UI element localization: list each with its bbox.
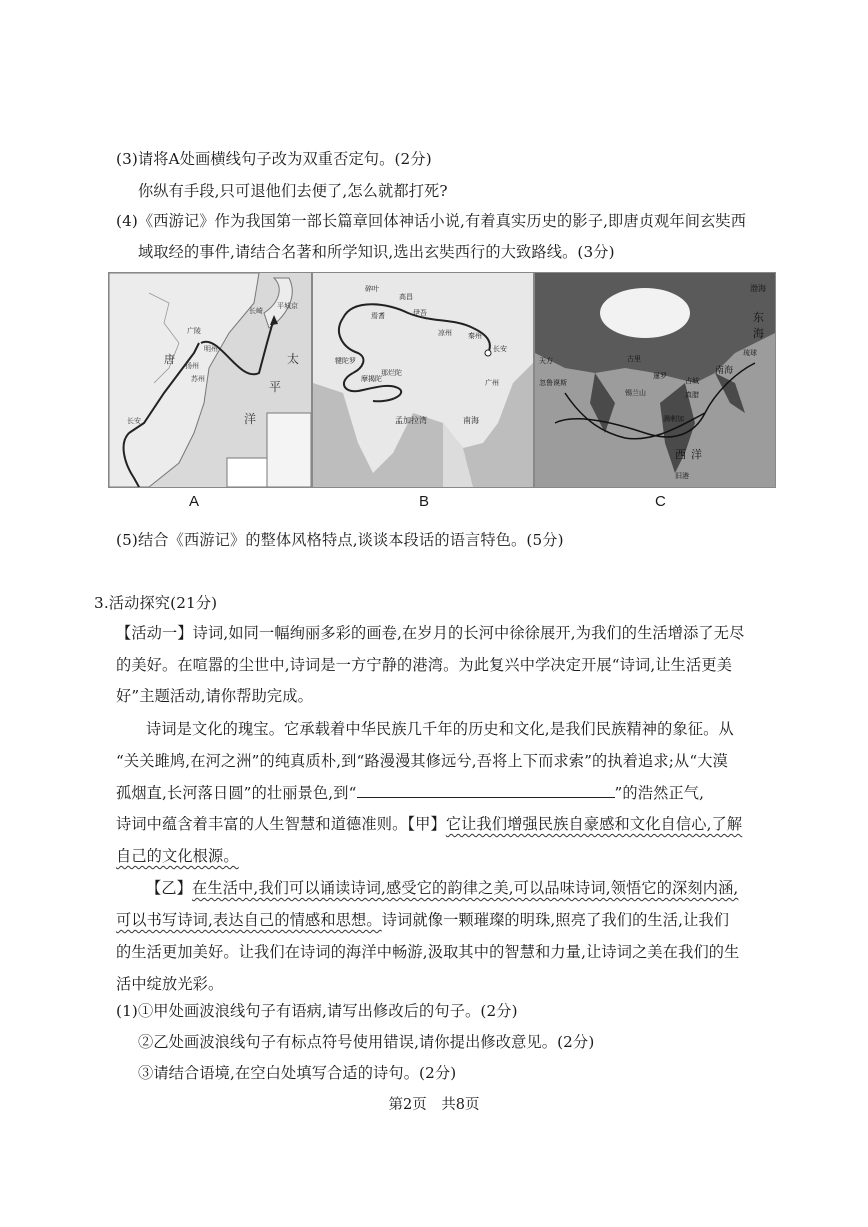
q2-3-prompt: (3)请将A处画横线句子改为双重否定句。(2分) <box>116 150 432 168</box>
map-a-svg <box>109 273 311 487</box>
map-a-place-1: 太 <box>287 352 300 366</box>
map-b-label: B <box>419 493 430 510</box>
map-c-place-8: 忽鲁谟斯 <box>539 379 567 387</box>
q3-p2-line2 <box>116 909 729 930</box>
map-a-place-5: 扬州 <box>185 362 199 370</box>
map-b-place-11: 南海 <box>463 416 479 425</box>
map-a-place-6: 广陵 <box>187 327 201 335</box>
map-b-place-0: 碎叶 <box>365 285 379 293</box>
map-c-place-4: 洋 <box>691 448 702 461</box>
map-a <box>108 272 312 488</box>
q3-sub2: ②乙处画波浪线句子有标点符号使用错误,请你提出修改意见。(2分) <box>138 1033 595 1051</box>
map-a-place-4: 长安 <box>127 417 141 425</box>
map-c-place-10: 锡兰山 <box>625 389 646 397</box>
map-a-place-7: 苏州 <box>191 375 205 383</box>
q3-sub1: (1)①甲处画波浪线句子有语病,请写出修改后的句子。(2分) <box>116 1002 518 1020</box>
q3-activity-line2: 的美好。在喧嚣的尘世中,诗词是一方宁静的港湾。为此复兴中学决定开展“诗词,让生活更美 <box>116 656 733 674</box>
map-a-place-10: 平城京 <box>277 302 298 310</box>
map-a-place-0: 唐 <box>164 353 175 366</box>
map-c-place-6: 琉球 <box>743 349 757 357</box>
map-c-place-2: 南海 <box>715 366 734 376</box>
q3-p1-line4 <box>116 813 742 834</box>
map-c-place-1: 海 <box>753 327 764 340</box>
map-b-place-6: 长安 <box>493 345 507 353</box>
map-b-place-4: 凉州 <box>438 329 452 337</box>
map-c-place-12: 旧港 <box>675 472 689 480</box>
map-c-place-5: 渤海 <box>750 284 766 293</box>
map-c-place-14: 真腊 <box>685 391 699 399</box>
map-b-place-1: 高昌 <box>399 293 413 301</box>
map-a-place-8: 明州 <box>204 345 218 353</box>
q3-p2-line1 <box>146 877 738 898</box>
map-b-place-2: 焉耆 <box>371 312 385 320</box>
map-c-place-13: 占城 <box>685 377 699 385</box>
jia-wavy-sentence-part2: 自己的文化根源。 <box>116 847 239 865</box>
map-b-place-7: 犍陀罗 <box>335 357 356 365</box>
map-a-place-9: 长崎 <box>249 307 263 315</box>
map-a-place-2: 平 <box>269 380 282 394</box>
map-c <box>534 272 776 488</box>
map-b-place-9: 那烂陀 <box>381 369 402 377</box>
q3-heading: 3.活动探究(21分) <box>94 594 218 612</box>
map-b-place-3: 伊吾 <box>413 309 427 317</box>
jia-wavy-sentence-part1: 它让我们增强民族自豪感和文化自信心,了解 <box>445 815 743 833</box>
map-c-place-11: 满剌加 <box>663 415 684 423</box>
map-c-place-3: 西 <box>675 448 686 461</box>
page-footer: 第2页 共8页 <box>388 1097 480 1113</box>
map-b-place-5: 秦州 <box>468 332 482 340</box>
map-b-place-10: 孟加拉湾 <box>395 416 427 425</box>
q3-p2-line3: 的生活更加美好。让我们在诗词的海洋中畅游,汲取其中的智慧和力量,让诗词之美在我们的生 <box>116 943 740 961</box>
q2-3-sentence: 你纵有手段,只可退他们去便了,怎么就都打死? <box>138 182 448 200</box>
q2-5-prompt: (5)结合《西游记》的整体风格特点,谈谈本段话的语言特色。(5分) <box>116 531 564 549</box>
map-a-place-3: 洋 <box>244 412 257 426</box>
map-c-place-9: 古里 <box>627 355 641 363</box>
q3-sub3: ③请结合语境,在空白处填写合适的诗句。(2分) <box>138 1064 457 1082</box>
map-c-place-7: 天方 <box>539 357 553 365</box>
yi-marker: 【乙】 <box>146 879 193 897</box>
q3-p1-line5 <box>116 845 239 866</box>
q3-p1-line2: “关关雎鸠,在河之洲”的纯真质朴,到“路漫漫其修远兮,吾将上下而求索”的执着追求;从“大漠 <box>116 752 728 770</box>
q3-activity-line3: 好”主题活动,请你帮助完成。 <box>116 687 313 705</box>
q3-p1-line4-text: 诗词中蕴含着丰富的人生智慧和道德准则。【甲】 <box>116 815 446 833</box>
map-b-place-8: 摩揭陀 <box>361 375 382 383</box>
yi-wavy-sentence-part2: 可以书写诗词,表达自己的情感和思想。 <box>116 911 382 929</box>
map-a-label: A <box>189 493 200 510</box>
answer-blank[interactable] <box>357 783 615 798</box>
map-b-place-12: 广州 <box>485 379 499 387</box>
map-b-svg <box>313 273 533 487</box>
q3-p1-line1: 诗词是文化的瑰宝。它承载着中华民族几千年的历史和文化,是我们民族精神的象征。从 <box>146 720 734 738</box>
map-c-place-15: 暹罗 <box>653 372 667 380</box>
map-b <box>312 272 534 488</box>
q3-activity-line1: 【活动一】诗词,如同一幅绚丽多彩的画卷,在岁月的长河中徐徐展开,为我们的生活增添了无尽 <box>116 624 745 642</box>
map-c-label: C <box>655 493 666 510</box>
q2-4-prompt-line1: (4)《西游记》作为我国第一部长篇章回体神话小说,有着真实历史的影子,即唐贞观年间玄奘西 <box>116 212 747 230</box>
q3-p2-line2-text: 诗词就像一颗璀璨的明珠,照亮了我们的生活,让我们 <box>381 911 730 929</box>
q2-4-prompt-line2: 域取经的事件,请结合名著和所学知识,选出玄奘西行的大致路线。(3分) <box>138 243 615 261</box>
q3-p2-line4: 活中绽放光彩。 <box>116 975 224 993</box>
q3-p1-line3-after-blank: ”的浩然正气, <box>614 784 705 802</box>
q3-p1-line3 <box>116 782 704 803</box>
q3-p1-line3-before-blank: 孤烟直,长河落日圆”的壮丽景色,到“ <box>116 784 357 802</box>
yi-wavy-sentence-part1: 在生活中,我们可以诵读诗词,感受它的韵律之美,可以品味诗词,领悟它的深刻内涵, <box>192 879 739 897</box>
map-c-place-0: 东 <box>753 311 764 324</box>
map-c-svg <box>535 273 775 487</box>
